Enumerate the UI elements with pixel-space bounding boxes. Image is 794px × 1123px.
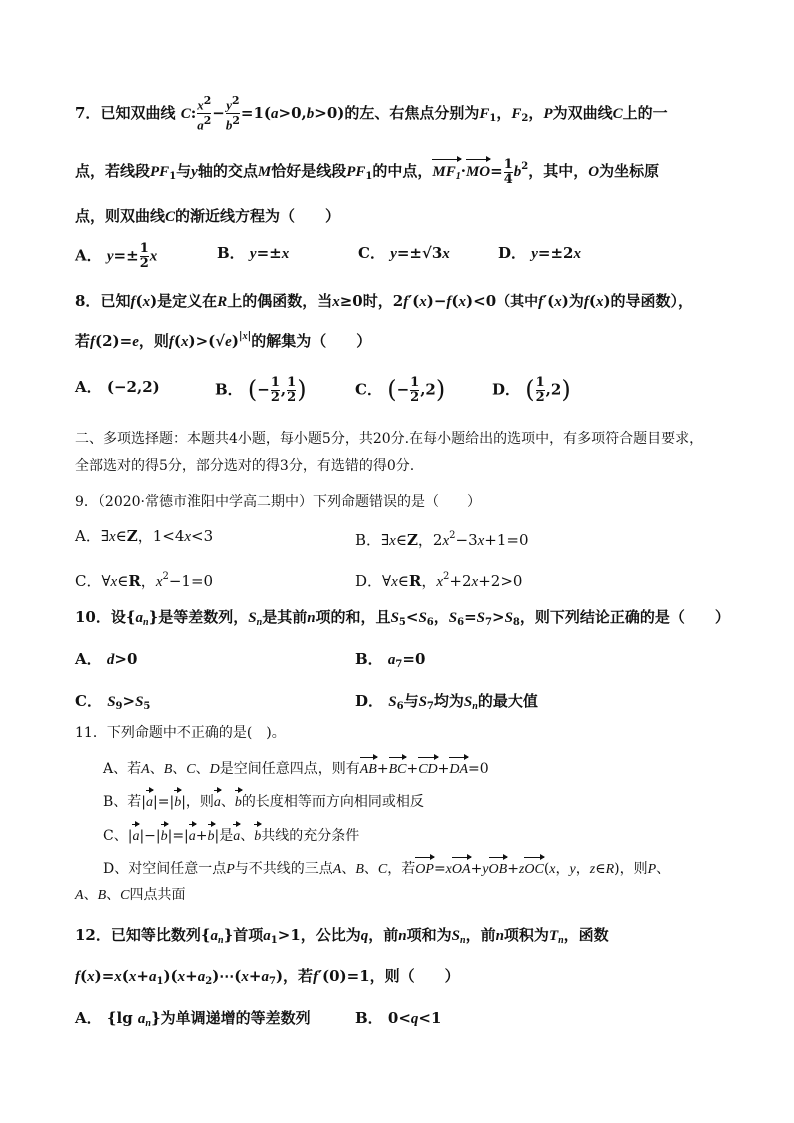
q11-option-b: B、若|a|=|b|，则a、b的长度相等而方向相同或相反 [103, 788, 424, 814]
q7-text: 为双曲线 [552, 103, 613, 122]
option-label: C． [75, 692, 102, 710]
q9-option-c: C．∀x∈R，$x^2-1=0$ [75, 571, 214, 590]
q7-text: 的左、右焦点分别为 [344, 103, 480, 122]
q11-text: ，则 [619, 861, 648, 877]
option-label: A． [75, 378, 102, 396]
option-label: B． [355, 531, 382, 549]
q11-option-d-cont: A、B、C四点共面 [75, 887, 186, 903]
q8-text: 若 [75, 332, 91, 350]
q10-number: 10． [75, 608, 111, 626]
q8-line1: 8．已知f(x)是定义在R上的偶函数，当x≥0时，2f′(x)−f(x)<0（其中f′(x)为f(x)的导函数）， [75, 292, 694, 310]
option-label: D． [355, 692, 384, 710]
q7-text: 上的一 [622, 103, 668, 122]
option-label: D． [355, 572, 383, 590]
q11-text: C、 [103, 828, 128, 844]
option-label: C． [75, 572, 102, 590]
q10-text: 是其前 [262, 608, 308, 626]
q7-number: 7． [75, 103, 101, 122]
option-label: B． [355, 1009, 383, 1027]
option-label: C． [358, 244, 385, 262]
q10-option-b: B． $a_7=0$ [355, 650, 426, 670]
q10-text: 与 [403, 692, 419, 710]
q8-line2: 若f(2)=e，则$f(x)>(√e)^{|x|}$的解集为（ ） [75, 331, 372, 350]
q10-option-d: D． $S_6$与$S_7$均为$S_n$的最大值 [355, 692, 538, 712]
q12-text: 为单调递增的等差数列 [160, 1009, 311, 1027]
q8-option-c: C． (− $\frac{1}{2}$ ,2) [355, 375, 446, 405]
q8-text: （其中 [496, 294, 539, 310]
q7-line3: 点，则双曲线C的渐近线方程为（ ） [75, 207, 341, 225]
q7-line2: 点，若线段$PF_1$与y轴的交点M恰好是线段$PF_1$的中点，$MF_1\cdot MO=$ $\frac{1}{4}$ $b^2$，其中，O为坐标原 [75, 156, 660, 187]
q12-text: ，则（ ） [369, 967, 460, 985]
q8-option-d: D． ( $\frac{1}{2}$ ,2) [492, 375, 571, 405]
option-label: D． [498, 244, 527, 262]
q11-text: 共线的充分条件 [261, 828, 360, 844]
q8-text: 已知 [100, 292, 131, 310]
q8-text: 上的偶函数，当 [227, 292, 333, 310]
q11-text: 是 [219, 828, 234, 844]
q12-text: ，公比为 [300, 926, 361, 944]
q12-number: 12． [75, 926, 111, 944]
q10-text: 是等差数列， [158, 608, 249, 626]
q11-text: ，若 [387, 861, 416, 877]
q10-line1: 10．设$\{a_n\}$是等差数列，$S_n$是其前n项的和，且$S_5<S_6$，$S_6=S_7>S_8$，则下列结论正确的是（ ） [75, 608, 730, 628]
q8-option-b: B． (− $\frac{1}{2}$ , $\frac{1}{2}$ ) [215, 375, 307, 405]
q10-option-a: A． d>0 [75, 650, 138, 668]
option-label: C． [355, 380, 382, 399]
q10-text: 设 [110, 608, 126, 626]
q8-number: 8． [75, 292, 101, 310]
q11-option-a: A、若A、B、C、D是空间任意四点，则有AB+BC+CD+DA=0 [103, 755, 489, 781]
q12-option-a: A． {lg $a_n$}为单调递增的等差数列 [75, 1009, 311, 1029]
q12-text: ，函数 [563, 926, 609, 944]
option-label: A． [75, 650, 102, 668]
q9-stem: 9．（2020·常德市淮阳中学高二期中）下列命题错误的是（ ） [75, 494, 481, 510]
q7-text: 与 [176, 162, 192, 180]
q8-text: 是定义在 [157, 292, 218, 310]
q12-text: 已知等比数列 [110, 926, 201, 944]
q7-text: 的渐近线方程为（ ） [175, 207, 341, 225]
option-label: B． [217, 244, 245, 262]
q12-text: ，前 [368, 926, 399, 944]
q11-option-d: D、对空间任意一点P与不共线的三点A、B、C，若OP=xOA+yOB+zOC(x，y，z∈R)，则P、 [103, 855, 670, 881]
q11-option-c: C、|a|−|b|=|a+b|是a、b共线的充分条件 [103, 822, 359, 848]
q7-text: ，其中， [528, 162, 589, 180]
q7-text: 点，则双曲线 [75, 207, 166, 225]
q7-text: 轴的交点 [197, 162, 258, 180]
q9-option-d: D．∀x∈R，$x^2+2x+2>0$ [355, 571, 523, 590]
q10-text: ，则下列结论正确的是（ ） [519, 608, 730, 626]
q8-text: 时， [362, 292, 393, 310]
q12-option-b: B． 0<q<1 [355, 1009, 442, 1027]
q11-text: B、若 [103, 794, 142, 810]
q10-text: 项的和，且 [315, 608, 391, 626]
q12-text: ，若 [283, 967, 314, 985]
q11-text: D、对空间任意一点 [103, 861, 227, 877]
q8-text: 为 [568, 292, 584, 310]
q8-text: 的导函数）， [610, 292, 694, 310]
q11-text: 与不共线的三点 [234, 861, 333, 877]
q10-text: 均为 [433, 692, 464, 710]
q8-text: 的解集为（ ） [251, 332, 372, 350]
q7-line1: 7．已知双曲线 C: $\frac{x^2}{a^2}$ − $\frac{y^2}{b^2}$ =1(a>0,b>0)的左、右焦点分别为$F_1$，$F_2$，P为双曲线C上的一 [75, 94, 668, 133]
section2-instructions-line2: 全部选对的得5分，部分选对的得3分，有选错的得0分. [75, 458, 415, 474]
q12-text: ，前 [465, 926, 496, 944]
q10-text: 的最大值 [477, 692, 538, 710]
q7-text: 恰好是线段 [271, 162, 347, 180]
option-label: B． [355, 650, 383, 668]
q7-text: 的中点， [372, 162, 433, 180]
q11-text: A、若 [103, 761, 142, 777]
q11-text: ，则 [185, 794, 214, 810]
q11-stem: 11．下列命题中不正确的是( )。 [75, 725, 286, 741]
q11-text: 是空间任意四点，则有 [219, 761, 360, 777]
q7-text: 为坐标原 [599, 162, 660, 180]
q7-text: 已知双曲线 [100, 103, 176, 122]
q7-option-d: D． y=±2x [498, 244, 581, 262]
q11-text: 四点共面 [129, 887, 186, 903]
q12-line2: $f(x)=x(x+a_1)(x+a_2)\cdots(x+a_7)$，若f′(0)=1，则（ ） [75, 967, 460, 987]
option-label: A． [75, 1009, 102, 1027]
q11-text: 的长度相等而方向相同或相反 [241, 794, 424, 810]
q7-option-a: A． y=± $\frac{1}{2}$ x [75, 241, 158, 271]
q12-text: 项和为 [406, 926, 452, 944]
q8-option-a: A． (−2,2) [75, 378, 160, 396]
q9-option-a: A．∃x∈Z，1<4x<3 [75, 527, 214, 545]
q7-text: 点，若线段 [75, 162, 151, 180]
q12-text: 首项 [233, 926, 264, 944]
option-label: A． [75, 527, 101, 545]
q12-text: 项积为 [503, 926, 549, 944]
q7-option-c: C． y=±√3x [358, 244, 450, 262]
q7-option-b: B． y=±x [217, 244, 290, 262]
q8-text: ，则 [138, 332, 169, 350]
section2-instructions-line1: 二、多项选择题：本题共4小题，每小题5分，共20分.在每小题给出的选项中，有多项符合题目要求， [75, 431, 704, 447]
q9-option-b: B．∃x∈Z，$2x^2-3x+1=0$ [355, 530, 529, 549]
option-label: B． [215, 380, 243, 399]
q12-line1: 12．已知等比数列$\{a_n\}$首项$a_1>1$，公比为q，前n项和为$S_n$，前n项积为$T_n$，函数 [75, 926, 609, 946]
q10-option-c: C． $S_9>S_5$ [75, 692, 151, 712]
option-label: A． [75, 246, 102, 265]
option-label: D． [492, 380, 521, 399]
